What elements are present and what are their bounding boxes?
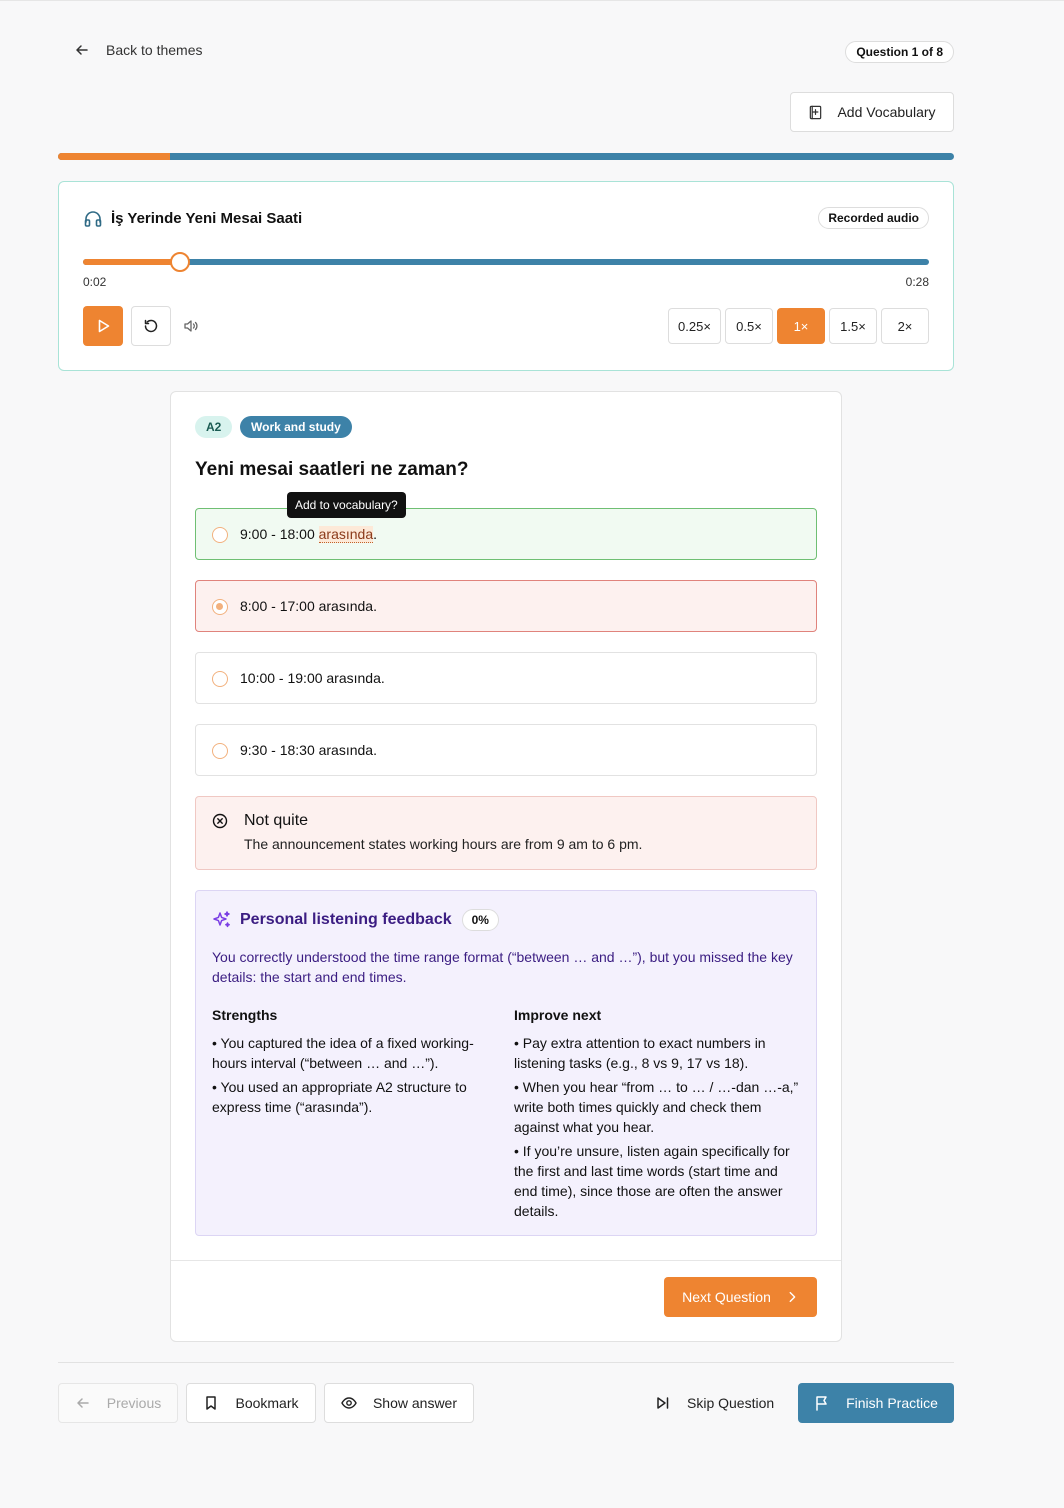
- chevron-right-icon: [785, 1290, 799, 1304]
- speed-button-1.5[interactable]: 1.5×: [829, 308, 877, 344]
- option-text: 10:00 - 19:00 arasında.: [240, 670, 385, 686]
- headphones-icon: [83, 208, 103, 228]
- strengths-heading: Strengths: [212, 1007, 278, 1023]
- arrow-left-icon: [75, 1395, 91, 1411]
- show-answer-button[interactable]: [324, 1383, 474, 1423]
- feedback-summary: You correctly understood the time range format (“between … and …”), but you missed the key details: the start and end times.: [212, 949, 793, 985]
- personal-feedback-panel: [195, 890, 817, 1236]
- radio-button[interactable]: [212, 527, 228, 543]
- finish-practice-label: Finish Practice: [846, 1395, 938, 1411]
- skip-question-label: Skip Question: [687, 1395, 775, 1411]
- strength-item: • You captured the idea of a fixed working-hours interval (“between … and …”).: [212, 1035, 474, 1071]
- answer-option-4[interactable]: [195, 724, 817, 776]
- bookmark-button[interactable]: [186, 1383, 316, 1423]
- speed-button-0.25[interactable]: 0.25×: [668, 308, 721, 344]
- speed-button-1[interactable]: 1×: [777, 308, 825, 344]
- back-label: Back to themes: [106, 42, 203, 58]
- audio-seek-fill: [83, 259, 180, 265]
- recorded-audio-badge: Recorded audio: [818, 207, 929, 229]
- option-text-suffix: .: [373, 526, 377, 542]
- option-text: 9:30 - 18:30 arasında.: [240, 742, 377, 758]
- replay-button[interactable]: [131, 306, 171, 346]
- feedback-title: Personal listening feedback: [240, 911, 452, 928]
- add-vocabulary-label: Add Vocabulary: [837, 104, 936, 120]
- next-question-button[interactable]: [664, 1277, 817, 1317]
- rotate-ccw-icon: [143, 318, 159, 334]
- option-text: 8:00 - 17:00 arasında.: [240, 598, 377, 614]
- back-to-themes-link[interactable]: [74, 42, 203, 58]
- result-title: Not quite: [244, 812, 309, 829]
- answer-option-3[interactable]: [195, 652, 817, 704]
- radio-button[interactable]: [212, 743, 228, 759]
- improve-column: [514, 1005, 804, 1225]
- result-explanation: The announcement states working hours are from 9 am to 6 pm.: [244, 836, 643, 852]
- strength-item: • You used an appropriate A2 structure to express time (“arasında”).: [212, 1079, 467, 1115]
- answer-option-2[interactable]: [195, 580, 817, 632]
- audio-seek-thumb[interactable]: [170, 252, 190, 272]
- skip-question-button[interactable]: [655, 1383, 774, 1423]
- play-icon: [95, 318, 111, 334]
- bookmark-icon: [203, 1395, 219, 1411]
- improve-item: • If you’re unsure, listen again specifically for the first and last time words (start time and end time), since those are often the answer details.: [514, 1143, 790, 1219]
- audio-seek-bar[interactable]: [83, 259, 929, 265]
- question-counter-badge: Question 1 of 8: [845, 41, 954, 63]
- volume-icon[interactable]: [183, 318, 199, 334]
- bookmark-label: Bookmark: [235, 1395, 299, 1411]
- topic-tag: Work and study: [240, 416, 352, 438]
- sparkles-icon: [212, 910, 232, 930]
- playback-speed-group: [668, 308, 929, 344]
- card-divider: [171, 1260, 841, 1261]
- next-question-label: Next Question: [682, 1289, 771, 1305]
- radio-button[interactable]: [212, 671, 228, 687]
- add-vocabulary-button[interactable]: [790, 92, 954, 132]
- question-card: [170, 391, 842, 1342]
- feedback-score-badge: 0%: [462, 909, 499, 931]
- previous-label: Previous: [106, 1395, 162, 1411]
- footer-divider: [58, 1362, 954, 1363]
- improve-item: • Pay extra attention to exact numbers in listening tasks (e.g., 8 vs 9, 17 vs 18).: [514, 1035, 766, 1071]
- quiz-progress-bar: [58, 153, 954, 160]
- vocab-highlight-word[interactable]: arasında: [318, 525, 374, 542]
- speed-button-2[interactable]: 2×: [881, 308, 929, 344]
- strengths-column: [212, 1005, 482, 1121]
- speed-button-0.5[interactable]: 0.5×: [725, 308, 773, 344]
- add-to-vocabulary-tooltip[interactable]: Add to vocabulary?: [287, 492, 406, 518]
- feedback-header: [212, 909, 499, 931]
- show-answer-label: Show answer: [372, 1395, 458, 1411]
- improve-item: • When you hear “from … to … / …-dan …-a,” write both times quickly and check them against what you hear.: [514, 1079, 799, 1135]
- finish-practice-button[interactable]: [798, 1383, 954, 1423]
- book-plus-icon: [808, 105, 823, 120]
- previous-button[interactable]: [58, 1383, 178, 1423]
- quiz-progress-fill: [58, 153, 170, 160]
- level-tag: A2: [195, 416, 232, 438]
- x-circle-icon: [212, 813, 228, 829]
- question-text: Yeni mesai saatleri ne zaman?: [195, 459, 469, 480]
- improve-heading: Improve next: [514, 1007, 602, 1023]
- option-text-prefix: 9:00 - 18:00: [240, 526, 319, 542]
- audio-title: [83, 208, 302, 228]
- radio-button-selected[interactable]: [212, 599, 228, 615]
- arrow-left-icon: [74, 42, 90, 58]
- audio-title-text: İş Yerinde Yeni Mesai Saati: [111, 209, 303, 227]
- total-time: 0:28: [905, 275, 929, 289]
- result-message: [195, 796, 817, 870]
- play-button[interactable]: [83, 306, 123, 346]
- eye-icon: [341, 1395, 357, 1411]
- current-time: 0:02: [83, 275, 107, 289]
- skip-forward-icon: [655, 1395, 671, 1411]
- flag-icon: [814, 1395, 830, 1411]
- audio-player-card: [58, 181, 954, 371]
